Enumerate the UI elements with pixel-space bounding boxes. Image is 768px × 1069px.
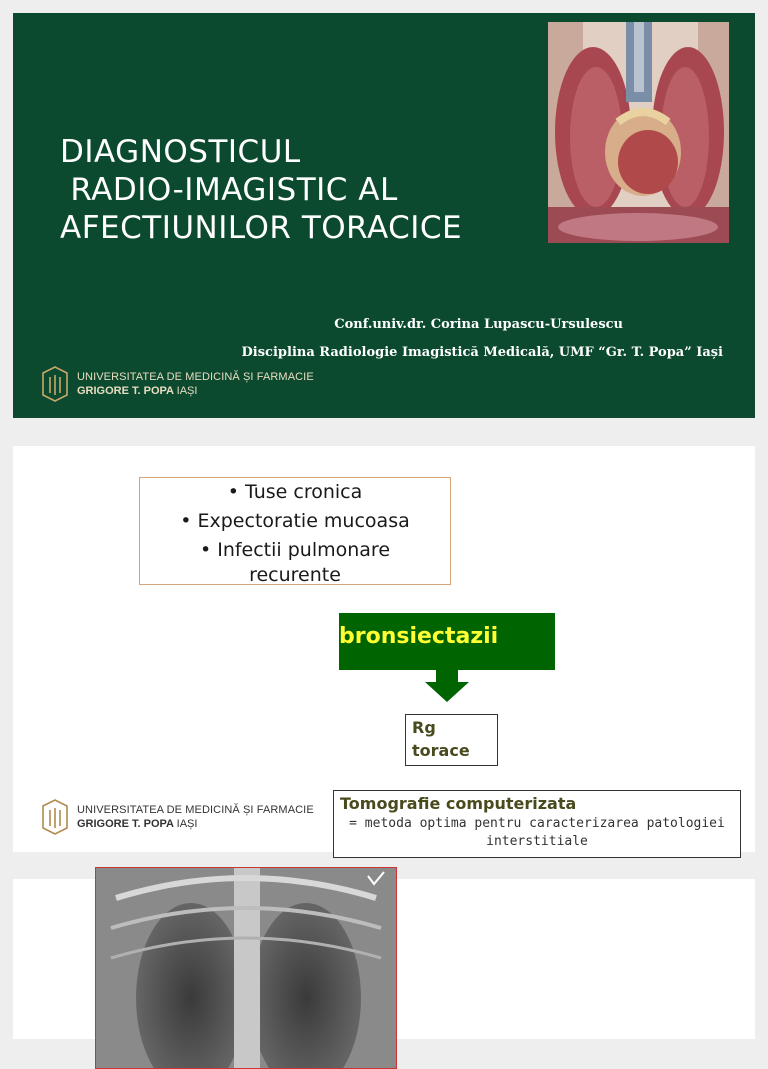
logo-line-2 xyxy=(77,384,314,398)
symptom-item: • Infectii pulmonare xyxy=(199,539,391,561)
title-line-1: DIAGNOSTICUL xyxy=(60,134,301,170)
logo-city: IAȘI xyxy=(176,385,198,397)
logo-city: IAȘI xyxy=(176,818,198,830)
rg-torace-box xyxy=(405,714,498,766)
logo-name: GRIGORE T. POPA xyxy=(77,385,174,397)
symptom-item: • Expectoratie mucoasa xyxy=(180,510,410,532)
diagnosis-box: bronsiectazii xyxy=(339,613,555,670)
logo-line-2 xyxy=(77,817,314,831)
rg-label: Rg xyxy=(412,718,436,737)
university-logo xyxy=(41,365,314,403)
symptom-item: • Tuse cronica xyxy=(227,481,363,503)
torace-label: torace xyxy=(412,741,470,760)
university-crest-icon xyxy=(41,798,69,836)
author-name: Conf.univ.dr. Corina Lupascu-Ursulescu xyxy=(334,317,623,332)
bronchiectasis-slide xyxy=(13,446,755,852)
arrow-down-icon xyxy=(423,670,471,704)
title-line-2: RADIO-IMAGISTIC AL xyxy=(60,172,398,208)
chest-xray-image xyxy=(95,867,397,1069)
university-logo xyxy=(41,798,314,836)
logo-line-1: UNIVERSITATEA DE MEDICINĂ ȘI FARMACIE xyxy=(77,371,314,383)
ct-title: Tomografie computerizata xyxy=(340,794,577,813)
logo-line-1: UNIVERSITATEA DE MEDICINĂ ȘI FARMACIE xyxy=(77,804,314,816)
ct-description-line-2: interstitiale xyxy=(486,834,588,849)
logo-name: GRIGORE T. POPA xyxy=(77,818,174,830)
ct-box xyxy=(333,790,741,858)
thoracic-anatomy-image xyxy=(548,22,729,243)
title-slide xyxy=(13,13,755,418)
ct-description-line-1: = metoda optima pentru caracterizarea patologiei xyxy=(349,816,725,831)
department-name: Disciplina Radiologie Imagistică Medicală, UMF “Gr. T. Popa” Iași xyxy=(241,345,723,360)
symptom-item: recurente xyxy=(249,564,341,586)
xray-slide xyxy=(13,879,755,1039)
symptoms-box xyxy=(139,477,451,585)
title-line-3: AFECTIUNILOR TORACICE xyxy=(60,210,463,246)
university-crest-icon xyxy=(41,365,69,403)
slide-title xyxy=(60,133,462,247)
